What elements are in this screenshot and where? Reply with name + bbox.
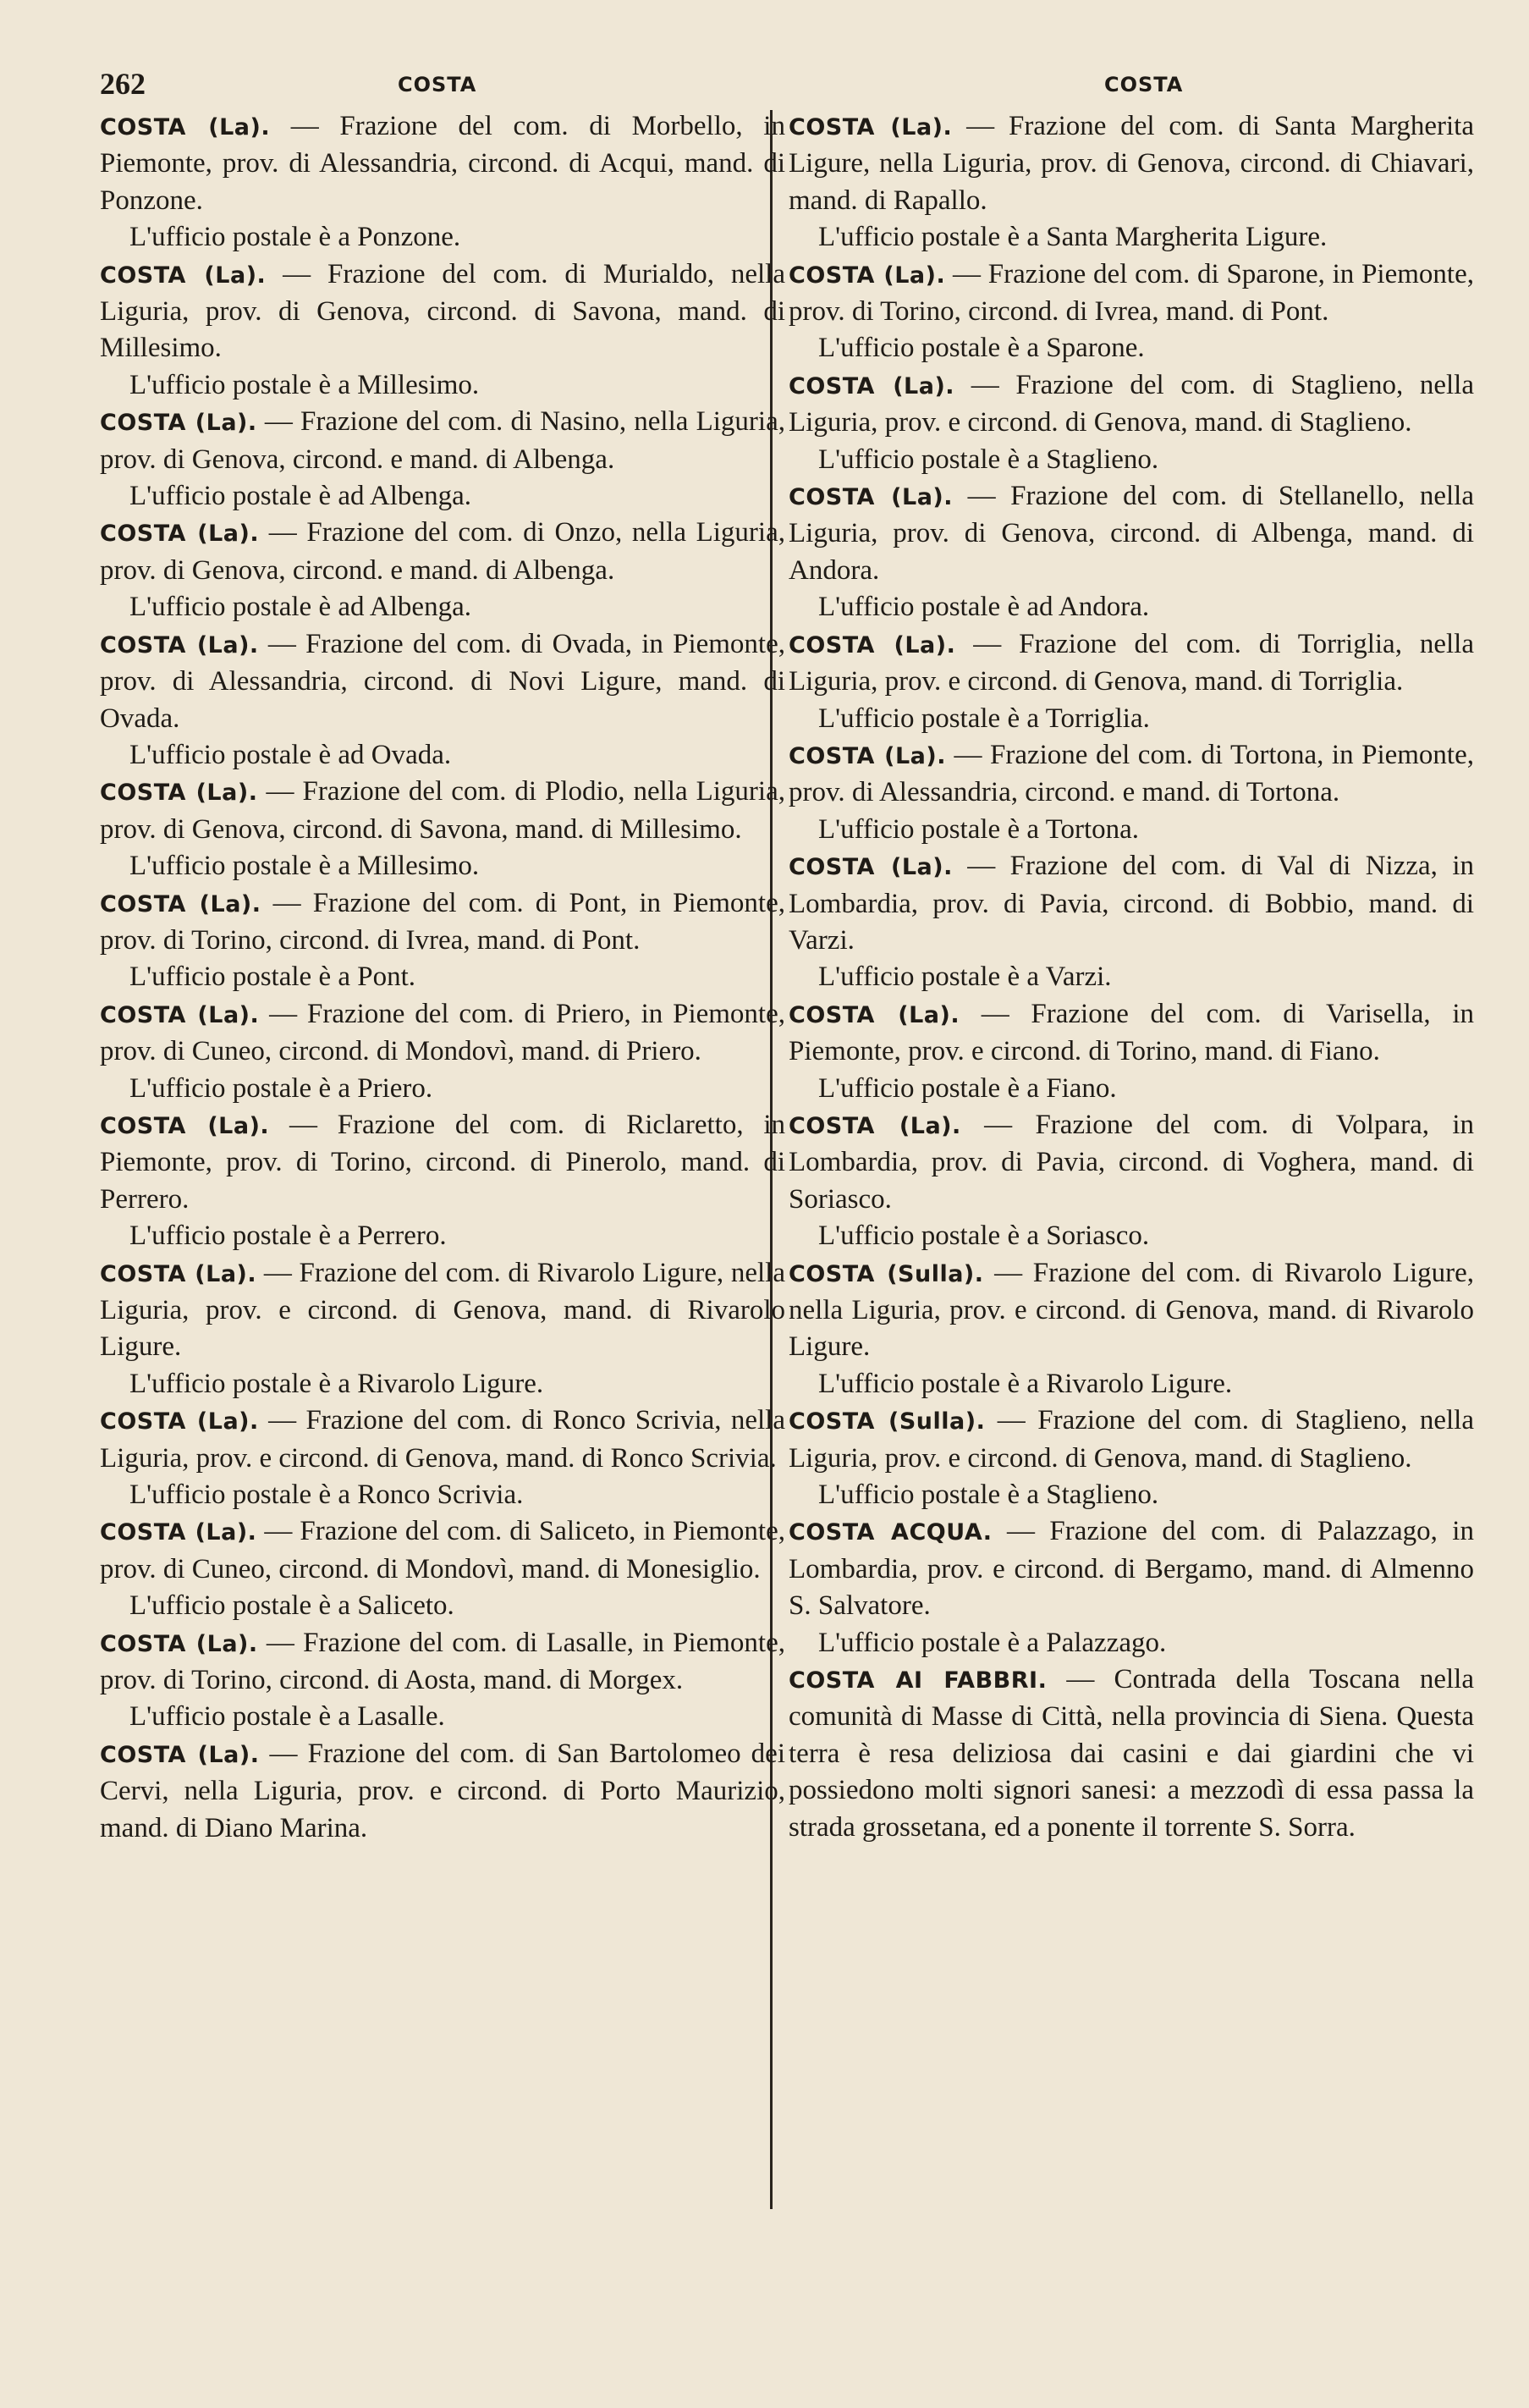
- entry-body: — Frazione del com. di Ronco Scrivia, nella Liguria, prov. e circond. di Genova, mand. di Ronco Scrivia.: [100, 1405, 785, 1474]
- entry-body: — Frazione del com. di Rivarolo Ligure, nella Liguria, prov. e circond. di Genova, mand. di Rivarolo Ligure.: [100, 1257, 785, 1363]
- right-column: [789, 108, 1474, 1846]
- entry-headword: COSTA (La).: [100, 1630, 258, 1657]
- entry-text: [789, 737, 1474, 812]
- dictionary-entry: [100, 885, 785, 996]
- dictionary-entry: [100, 1625, 785, 1736]
- entry-text: [789, 108, 1474, 219]
- dictionary-entry: [789, 848, 1474, 996]
- dictionary-entry: [789, 737, 1474, 848]
- entry-headword: COSTA (La).: [100, 1001, 260, 1028]
- entry-headword: COSTA (La).: [789, 262, 946, 289]
- entry-body: — Frazione del com. di Saliceto, in Piemonte, prov. di Cuneo, circond. di Mondovì, mand. di Monesiglio.: [100, 1516, 785, 1584]
- entry-body: — Frazione del com. di Riclaretto, in Piemonte, prov. di Torino, circond. di Pinerolo, mand. di Perrero.: [100, 1109, 785, 1215]
- page-number: 262: [100, 67, 146, 101]
- dictionary-entry: [100, 108, 785, 256]
- entry-text: [789, 1513, 1474, 1624]
- entry-headword: COSTA (La).: [789, 484, 954, 511]
- entry-postal-office: L'ufficio postale è a Millesimo.: [129, 369, 480, 400]
- entry-headword: COSTA (La).: [100, 262, 267, 289]
- entry-postal-office: L'ufficio postale è a Tortona.: [818, 813, 1140, 845]
- dictionary-entry: [789, 256, 1474, 367]
- entry-postal-office: L'ufficio postale è a Torriglia.: [818, 703, 1150, 734]
- entry-text: [789, 478, 1474, 589]
- entry-text: [100, 626, 785, 737]
- entry-body: — Frazione del com. di Volpara, in Lombardia, prov. di Pavia, circond. di Voghera, mand. di Soriasco.: [789, 1109, 1474, 1215]
- dictionary-entry: [789, 367, 1474, 478]
- entry-headword: COSTA (La).: [100, 114, 271, 141]
- running-head-right: COSTA: [1104, 73, 1184, 96]
- dictionary-entry: [100, 256, 785, 405]
- entry-body: — Frazione del com. di Lasalle, in Piemonte, prov. di Torino, circond. di Aosta, mand. di Morgex.: [100, 1627, 785, 1696]
- entry-body: — Frazione del com. di Morbello, in Piemonte, prov. di Alessandria, circond. di Acqui, mand. di Ponzone.: [100, 111, 785, 216]
- entry-postal-office: L'ufficio postale è a Priero.: [129, 1072, 433, 1104]
- entry-headword: COSTA (La).: [100, 1408, 259, 1435]
- entry-body: — Frazione del com. di Santa Margherita Ligure, nella Liguria, prov. di Genova, circond. di Chiavari, mand. di Rapallo.: [789, 111, 1474, 216]
- entry-body: — Frazione del com. di Staglieno, nella Liguria, prov. e circond. di Genova, mand. di Staglieno.: [789, 1405, 1474, 1474]
- dictionary-entry: [789, 1107, 1474, 1255]
- entry-headword: COSTA (La).: [100, 1741, 260, 1768]
- entry-body: — Frazione del com. di Palazzago, in Lombardia, prov. e circond. di Bergamo, mand. di Almenno S. Salvatore.: [789, 1516, 1474, 1622]
- entry-postal-office: L'ufficio postale è a Varzi.: [818, 962, 1112, 993]
- dictionary-entry: [789, 478, 1474, 626]
- entry-headword: COSTA (La).: [789, 742, 946, 769]
- entry-headword: COSTA (La).: [789, 114, 953, 141]
- entry-text: [100, 515, 785, 589]
- entry-headword: COSTA (Sulla).: [789, 1408, 986, 1435]
- dictionary-entry: [100, 1107, 785, 1255]
- entry-headword: COSTA (La).: [100, 1519, 257, 1546]
- entry-headword: COSTA (La).: [789, 1112, 961, 1139]
- entry-headword: COSTA AI FABBRI.: [789, 1667, 1048, 1694]
- entry-body: — Frazione del com. di Varisella, in Piemonte, prov. e circond. di Torino, mand. di Fiano.: [789, 998, 1474, 1067]
- entry-text: [789, 1255, 1474, 1366]
- left-column: [100, 108, 785, 1847]
- entry-text: [789, 256, 1474, 331]
- dictionary-entry: [789, 1661, 1474, 1846]
- dictionary-entry: [789, 1402, 1474, 1513]
- entry-text: [100, 1107, 785, 1218]
- dictionary-entry: [100, 1402, 785, 1513]
- entry-postal-office: L'ufficio postale è a Perrero.: [129, 1221, 447, 1252]
- entry-postal-office: L'ufficio postale è a Palazzago.: [818, 1627, 1167, 1658]
- entry-body: — Frazione del com. di Staglieno, nella Liguria, prov. e circond. di Genova, mand. di Staglieno.: [789, 369, 1474, 438]
- entry-postal-office: L'ufficio postale è ad Albenga.: [129, 592, 471, 623]
- entry-headword: COSTA (Sulla).: [789, 1260, 984, 1287]
- entry-postal-office: L'ufficio postale è a Sparone.: [818, 333, 1145, 364]
- entry-body: — Frazione del com. di Priero, in Piemonte, prov. di Cuneo, circond. di Mondovì, mand. di Priero.: [100, 998, 786, 1067]
- entry-headword: COSTA ACQUA.: [789, 1519, 993, 1546]
- entry-postal-office: L'ufficio postale è a Rivarolo Ligure.: [129, 1368, 544, 1399]
- entry-postal-office: L'ufficio postale è a Fiano.: [818, 1072, 1117, 1104]
- entry-headword: COSTA (La).: [100, 1260, 257, 1287]
- dictionary-entry: [100, 626, 785, 774]
- running-head-left: COSTA: [398, 73, 477, 96]
- entry-postal-office: L'ufficio postale è a Ponzone.: [129, 222, 461, 253]
- entry-text: [789, 1402, 1474, 1477]
- entry-postal-office: L'ufficio postale è a Millesimo.: [129, 851, 480, 882]
- entry-text: [789, 1107, 1474, 1218]
- entry-body: — Frazione del com. di Onzo, nella Liguria, prov. di Genova, circond. e mand. di Albenga.: [100, 517, 785, 586]
- entry-text: [100, 1625, 785, 1700]
- entry-headword: COSTA (La).: [100, 410, 257, 437]
- entry-text: [100, 256, 785, 367]
- entry-body: — Frazione del com. di Murialdo, nella Liguria, prov. di Genova, circond. di Savona, mand. di Millesimo.: [100, 258, 785, 364]
- entry-headword: COSTA (La).: [789, 854, 953, 881]
- dictionary-entry: [789, 1255, 1474, 1403]
- entry-postal-office: L'ufficio postale è a Lasalle.: [129, 1701, 445, 1733]
- entry-body: — Frazione del com. di Val di Nizza, in Lombardia, prov. di Pavia, circond. di Bobbio, mand. di Varzi.: [789, 851, 1474, 956]
- entry-text: [100, 108, 785, 219]
- entry-postal-office: L'ufficio postale è ad Ovada.: [129, 739, 452, 770]
- entry-text: [100, 1255, 785, 1366]
- entry-text: [100, 1402, 785, 1477]
- entry-postal-office: L'ufficio postale è a Santa Margherita Ligure.: [818, 222, 1328, 253]
- entry-text: [100, 774, 785, 848]
- entry-body: — Frazione del com. di San Bartolomeo dei Cervi, nella Liguria, prov. e circond. di Porto Maurizio, mand. di Diano Marina.: [100, 1738, 785, 1843]
- entry-postal-office: L'ufficio postale è a Ronco Scrivia.: [129, 1480, 524, 1511]
- entry-text: [100, 1513, 785, 1588]
- dictionary-entry: [789, 108, 1474, 256]
- entry-text: [789, 848, 1474, 959]
- entry-postal-office: L'ufficio postale è ad Andora.: [818, 592, 1150, 623]
- entry-body: — Frazione del com. di Rivarolo Ligure, nella Liguria, prov. e circond. di Genova, mand. di Rivarolo Ligure.: [789, 1257, 1474, 1363]
- dictionary-entry: [100, 996, 785, 1107]
- entry-postal-office: L'ufficio postale è a Pont.: [129, 962, 416, 993]
- dictionary-entry: [100, 515, 785, 625]
- entry-body: — Frazione del com. di Stellanello, nella Liguria, prov. di Genova, circond. di Albenga, mand. di Andora.: [789, 481, 1474, 586]
- entry-text: [100, 1736, 785, 1847]
- entry-body: — Frazione del com. di Plodio, nella Liguria, prov. di Genova, circond. di Savona, mand. di Millesimo.: [100, 776, 785, 845]
- entry-postal-office: L'ufficio postale è a Staglieno.: [818, 1480, 1159, 1511]
- entry-text: [100, 404, 785, 478]
- entry-body: — Frazione del com. di Torriglia, nella Liguria, prov. e circond. di Genova, mand. di Torriglia.: [789, 628, 1474, 697]
- entry-body: — Frazione del com. di Pont, in Piemonte, prov. di Torino, circond. di Ivrea, mand. di Pont.: [100, 887, 785, 956]
- entry-headword: COSTA (La).: [789, 372, 955, 399]
- entry-postal-office: L'ufficio postale è a Soriasco.: [818, 1221, 1150, 1252]
- entry-headword: COSTA (La).: [789, 631, 956, 658]
- entry-headword: COSTA (La).: [100, 521, 260, 548]
- entry-postal-office: L'ufficio postale è a Staglieno.: [818, 444, 1159, 475]
- entry-text: [100, 996, 785, 1071]
- entry-headword: COSTA (La).: [789, 1001, 960, 1028]
- dictionary-entry: [789, 996, 1474, 1107]
- dictionary-entry: [100, 774, 785, 884]
- dictionary-entry: [789, 626, 1474, 737]
- entry-text: [789, 367, 1474, 442]
- dictionary-entry: [789, 1513, 1474, 1661]
- entry-body: — Frazione del com. di Tortona, in Piemonte, prov. di Alessandria, circond. e mand. di Tortona.: [789, 739, 1474, 808]
- page-header: [0, 61, 1529, 103]
- entry-headword: COSTA (La).: [100, 1112, 270, 1139]
- entry-body: — Frazione del com. di Nasino, nella Liguria, prov. di Genova, circond. e mand. di Albenga.: [100, 406, 785, 475]
- entry-headword: COSTA (La).: [100, 890, 261, 917]
- dictionary-entry: [100, 1736, 785, 1847]
- dictionary-entry: [100, 404, 785, 515]
- entry-body: — Frazione del com. di Sparone, in Piemonte, prov. di Torino, circond. di Ivrea, mand. di Pont.: [789, 258, 1474, 328]
- entry-postal-office: L'ufficio postale è a Rivarolo Ligure.: [818, 1368, 1233, 1399]
- entry-headword: COSTA (La).: [100, 631, 259, 658]
- dictionary-entry: [100, 1255, 785, 1403]
- entry-postal-office: L'ufficio postale è a Saliceto.: [129, 1590, 454, 1622]
- entry-body: — Frazione del com. di Ovada, in Piemonte, prov. di Alessandria, circond. di Novi Ligure, mand. di Ovada.: [100, 628, 785, 734]
- entry-text: [789, 1661, 1474, 1846]
- entry-text: [789, 996, 1474, 1071]
- entry-postal-office: L'ufficio postale è ad Albenga.: [129, 481, 471, 512]
- entry-text: [789, 626, 1474, 701]
- dictionary-entry: [100, 1513, 785, 1624]
- entry-text: [100, 885, 785, 960]
- entry-headword: COSTA (La).: [100, 780, 258, 807]
- entry-body: — Contrada della Toscana nella comunità di Masse di Città, nella provincia di Siena. Questa terra è resa deliziosa dai casini e dai giardini che vi possiedono molti signori sanesi: a mezzodì di essa passa la strada grossetana, ed a ponente il torrente S. Sorra.: [789, 1664, 1474, 1843]
